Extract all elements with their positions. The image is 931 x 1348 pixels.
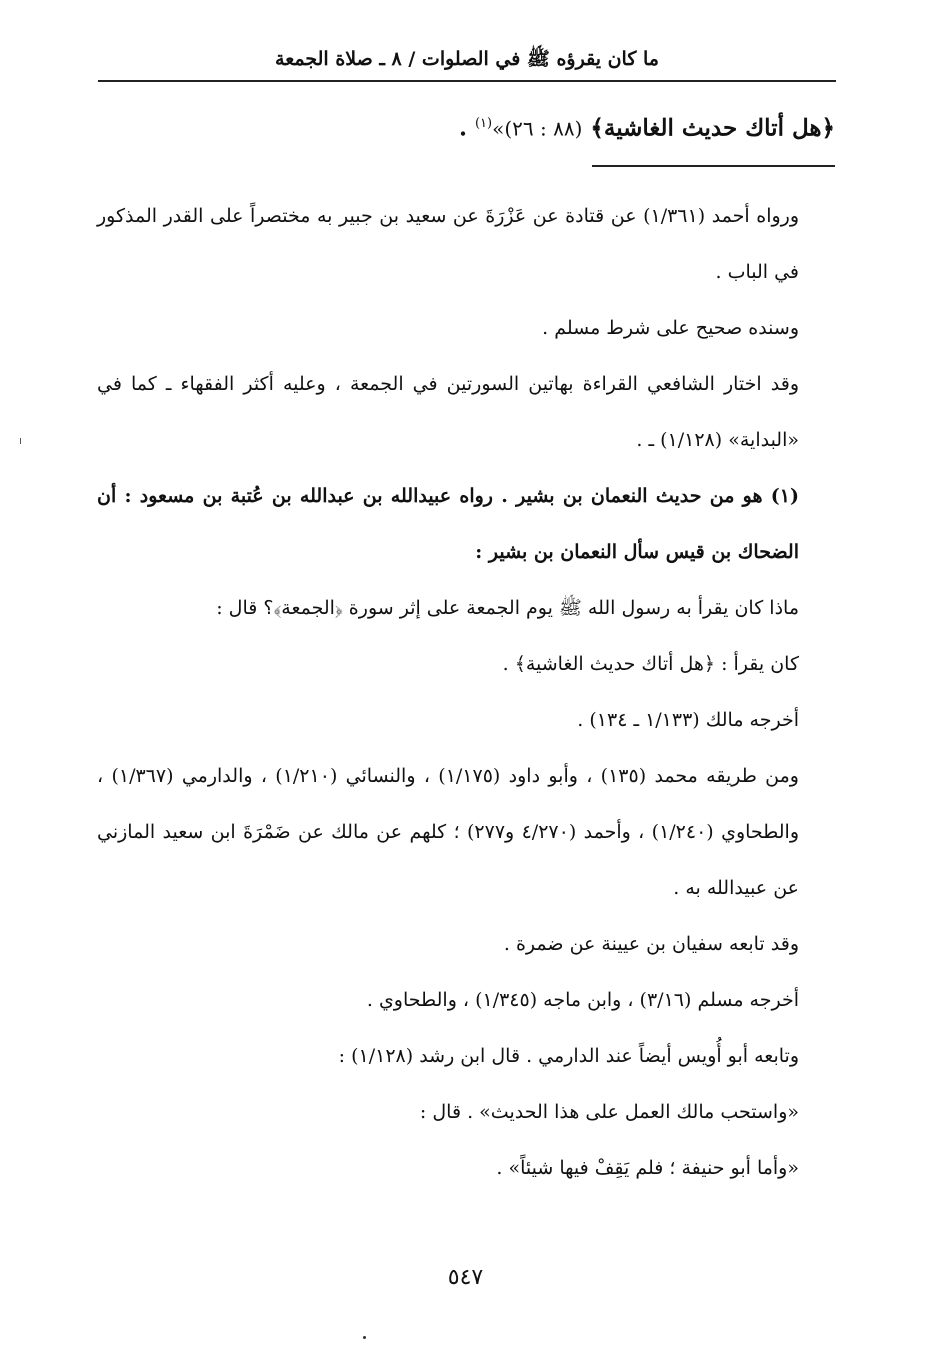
footnote-paragraph bbox=[97, 468, 835, 580]
paragraph: وقد تابعه سفيان بن عيينة عن ضمرة . bbox=[503, 933, 799, 955]
scan-artifact bbox=[20, 438, 21, 444]
paragraph: «واستحب مالك العمل على هذا الحديث» . قال : bbox=[419, 1101, 799, 1123]
paragraph: وقد اختار الشافعي القراءة بهاتين السورتين في الجمعة ، وعليه أكثر الفقهاء ـ كما في «البداية» (١/١٢٨) ـ . bbox=[97, 373, 799, 451]
paragraph: ومن طريقه محمد (١٣٥) ، وأبو داود (١/١٧٥) ، والنسائي (١/٢١٠) ، والدارمي (١/٣٦٧) ، والطحاوي (١/٢٤٠) ، وأحمد (٤/٢٧٠ و٢٧٧) ؛ كلهم عن مالك عن ضَمْرَةَ ابن سعيد المازني عن عبيدالله به . bbox=[97, 765, 800, 899]
verse-reference: (٨٨ : ٢٦)» bbox=[492, 116, 583, 141]
verse-end: . bbox=[458, 114, 475, 142]
verse-text: ﴿هل أتاك حديث الغاشية﴾ bbox=[590, 114, 835, 142]
paragraph: أخرجه مالك (١/١٣٣ ـ ١٣٤) . bbox=[577, 709, 799, 731]
paragraph: ورواه أحمد (١/٣٦١) عن قتادة عن عَزْرَةَ عن سعيد بن جبير به مختصراً على القدر المذكور في الباب . bbox=[97, 205, 800, 283]
main-verse-line bbox=[459, 106, 835, 147]
scan-artifact bbox=[363, 1336, 366, 1339]
footnote-lead: (١) هو من حديث النعمان بن بشير . رواه عبيدالله بن عبدالله بن عُتبة بن مسعود : أن الضحاك بن قيس سأل النعمان بن بشير : bbox=[97, 485, 799, 563]
paragraph: أخرجه مسلم (٣/١٦) ، وابن ماجه (١/٣٤٥) ، والطحاوي . bbox=[366, 989, 799, 1011]
paragraph: ماذا كان يقرأ به رسول الله ﷺ يوم الجمعة على إثر سورة ﴿الجمعة﴾؟ قال : bbox=[216, 597, 799, 619]
paragraph: كان يقرأ : ﴿هل أتاك حديث الغاشية﴾ . bbox=[502, 653, 799, 675]
page-number: ٥٤٧ bbox=[447, 1265, 484, 1290]
header-rule bbox=[98, 80, 836, 82]
running-header: ما كان يقرؤه ﷺ في الصلوات / ٨ ـ صلاة الجمعة bbox=[275, 48, 659, 70]
paragraph: وسنده صحيح على شرط مسلم . bbox=[542, 317, 799, 339]
footnote-marker: (١) bbox=[474, 116, 493, 131]
footnote-rule bbox=[592, 165, 835, 167]
paragraph: وتابعه أبو أُويس أيضاً عند الدارمي . قال ابن رشد (١/١٢٨) : bbox=[338, 1045, 799, 1067]
paragraph: «وأما أبو حنيفة ؛ فلم يَقِفْ فيها شيئاً» . bbox=[496, 1157, 799, 1179]
notes-body bbox=[97, 188, 835, 1196]
